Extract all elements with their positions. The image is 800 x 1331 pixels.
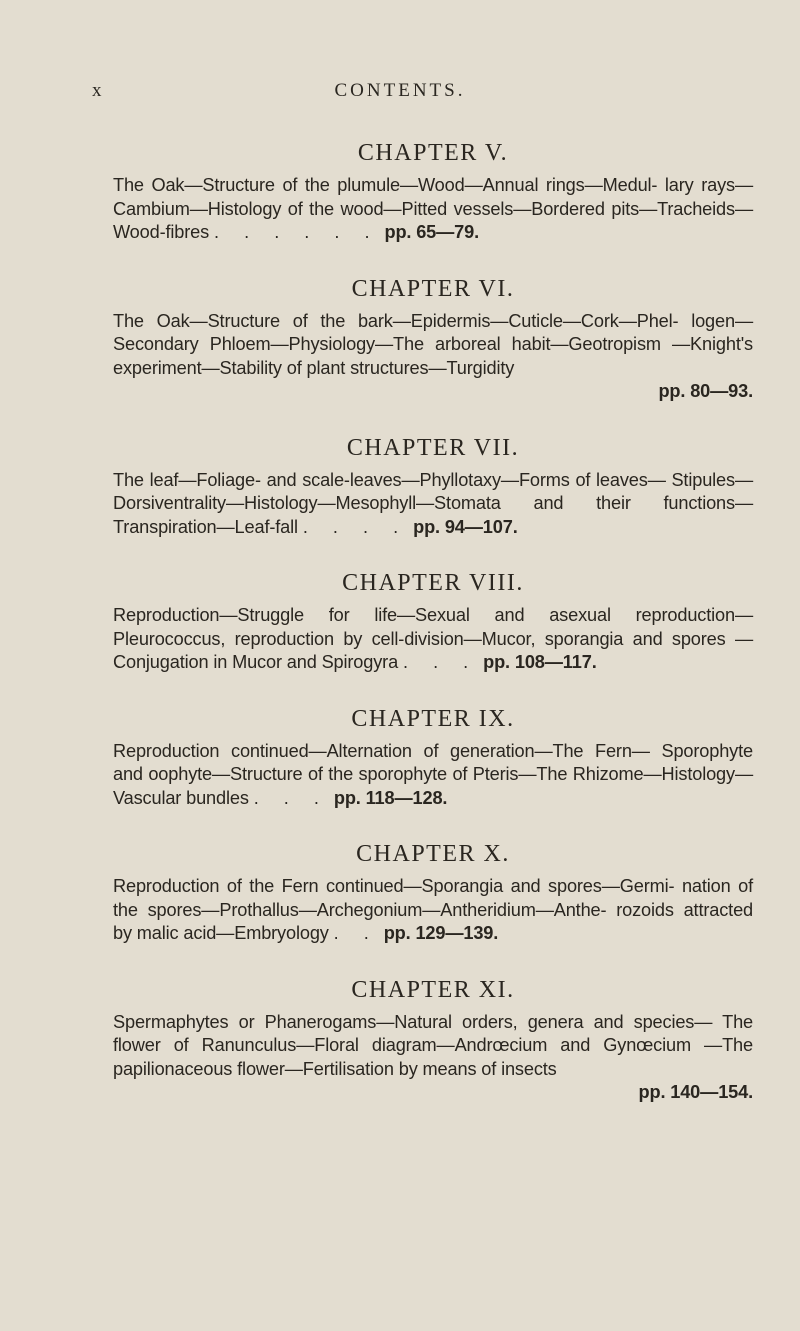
chapter-summary	[113, 310, 753, 404]
chapter-heading: CHAPTER X.	[356, 841, 510, 867]
chapter-heading: CHAPTER IX.	[351, 705, 515, 732]
dot-leader: . .	[333, 923, 379, 943]
page-range: pp. 94—107.	[413, 516, 518, 537]
chapter-entry	[113, 704, 753, 811]
page-range: pp. 80—93.	[658, 381, 753, 401]
chapter-entry	[113, 839, 753, 946]
page-range: pp. 129—139.	[383, 923, 499, 943]
chapter-entry	[113, 138, 753, 245]
summary-text: The leaf—Foliage- and scale-leaves—Phyllotaxy—Forms of leaves— Stipules—Dorsiventrality—Histology—Mesophyll—Stomata and their functions—Transpiration—Leaf-fall	[113, 469, 753, 537]
chapter-heading: CHAPTER XI.	[351, 976, 515, 1003]
page-range: pp. 140—154.	[638, 1082, 753, 1102]
chapter-summary	[113, 174, 753, 245]
page-range: pp. 65—79.	[384, 222, 480, 242]
summary-text: The Oak—Structure of the bark—Epidermis—Cuticle—Cork—Phel- logen—Secondary Phloem—Physiology—The arboreal habit—Geotropism —Knight's experiment—Stability of plant structures—Turgidity	[113, 310, 753, 378]
chapter-summary	[113, 1011, 753, 1105]
running-title: CONTENTS.	[334, 80, 466, 101]
dot-leader: . . . .	[302, 516, 409, 537]
dot-leader: . . . . . .	[213, 222, 380, 242]
summary-text: Reproduction of the Fern continued—Sporangia and spores—Germi- nation of the spores—Prothallus—Archegonium—Antheridium—Anthe- rozoids attracted by malic acid—Embryology	[113, 876, 753, 943]
dot-leader: . . .	[402, 652, 479, 672]
chapter-heading: CHAPTER VII.	[346, 434, 520, 461]
page-range: pp. 108—117.	[483, 652, 597, 672]
chapter-heading: CHAPTER VI.	[351, 275, 515, 302]
summary-text: Spermaphytes or Phanerogams—Natural orders, genera and species— The flower of Ranunculus—Floral diagram—Andrœcium and Gynœcium —The papilionaceous flower—Fertilisation by means of insects	[113, 1011, 753, 1079]
chapter-entry	[113, 274, 753, 404]
chapter-heading: CHAPTER V.	[357, 140, 509, 166]
page-number: x	[92, 80, 103, 101]
running-head	[0, 80, 800, 110]
summary-text: Reproduction continued—Alternation of generation—The Fern— Sporophyte and oophyte—Structure of the sporophyte of Pteris—The Rhizome—Histology—Vascular bundles	[113, 740, 753, 808]
chapter-summary	[113, 604, 753, 675]
dot-leader: . . .	[253, 787, 329, 808]
chapter-summary	[113, 740, 753, 811]
chapter-list	[113, 138, 753, 1134]
chapter-entry	[113, 975, 753, 1105]
chapter-heading: CHAPTER VIII.	[342, 570, 524, 596]
summary-text: Reproduction—Struggle for life—Sexual and asexual reproduction— Pleurococcus, reproduction by cell-division—Mucor, sporangia and spores —Conjugation in Mucor and Spirogyra	[113, 605, 753, 672]
page-range: pp. 118—128.	[333, 787, 448, 808]
summary-text: The Oak—Structure of the plumule—Wood—Annual rings—Medul- lary rays—Cambium—Histology of the wood—Pitted vessels—Bordered pits—Tracheids—Wood-fibres	[113, 175, 753, 242]
chapter-summary	[113, 875, 753, 946]
chapter-summary	[113, 469, 753, 540]
chapter-entry	[113, 433, 753, 540]
chapter-entry	[113, 568, 753, 675]
